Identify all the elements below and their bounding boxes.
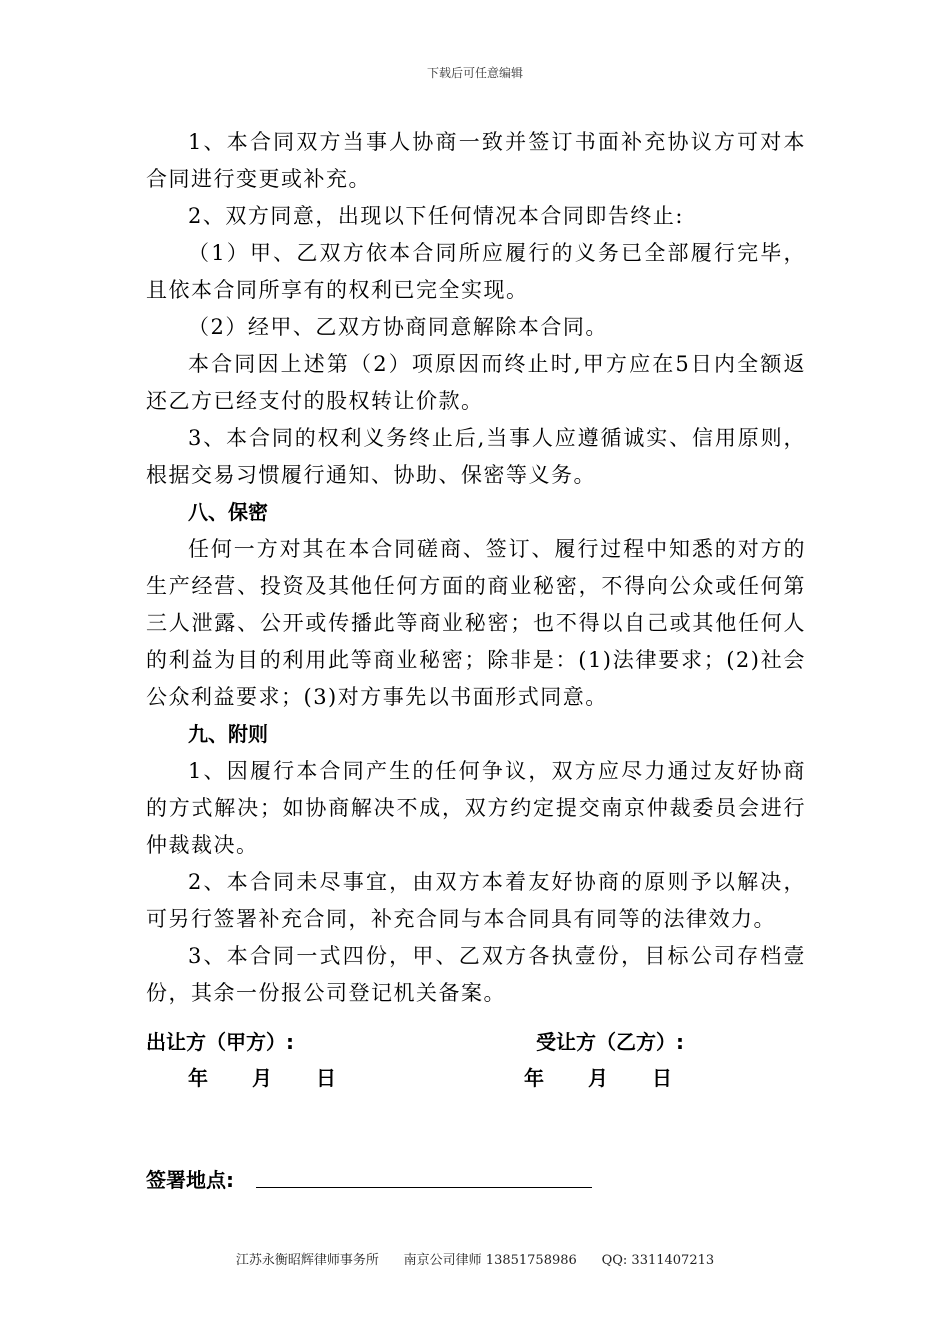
confidentiality-paragraph: 任何一方对其在本合同磋商、签订、履行过程中知悉的对方的生产经营、投资及其他任何方面的商业秘密，不得向公众或任何第三人泄露、公开或传播此等商业秘密；也不得以自己或其他任何人的利益为目的利用此等商业秘密；除非是：(1)法律要求；(2)社会公众利益要求；(3)对方事先以书面形式同意。 <box>146 537 806 709</box>
party-b-date <box>524 1062 672 1091</box>
page-footer <box>0 1249 950 1268</box>
footer-firm: 江苏永衡昭辉律师事务所 <box>235 1253 379 1268</box>
year-label: 年 <box>188 1066 208 1090</box>
party-a-date <box>188 1062 336 1091</box>
supplementary-paragraph: 2、本合同未尽事宜，由双方本着友好协商的原则予以解决，可另行签署补充合同，补充合同与本合同具有同等的法律效力。 <box>146 870 806 931</box>
clause-paragraph: 3、本合同的权利义务终止后,当事人应遵循诚实、信用原则，根据交易习惯履行通知、协助、保密等义务。 <box>146 426 806 487</box>
year-label: 年 <box>524 1066 544 1090</box>
signature-block <box>146 1026 806 1098</box>
day-label: 日 <box>316 1066 336 1090</box>
month-label: 月 <box>588 1066 608 1090</box>
page-header: 下载后可任意编辑 <box>426 66 523 80</box>
supplementary-paragraph: 3、本合同一式四份，甲、乙双方各执壹份，目标公司存档壹份，其余一份报公司登记机关备案。 <box>146 944 806 1005</box>
section-heading-confidentiality: 八、保密 <box>188 500 268 524</box>
signing-place-label: 签署地点: <box>146 1168 234 1192</box>
supplementary-paragraph: 1、因履行本合同产生的任何争议，双方应尽力通过友好协商的方式解决；如协商解决不成，双方约定提交南京仲裁委员会进行仲裁裁决。 <box>146 759 806 857</box>
party-b-label: 受让方（乙方）: <box>536 1030 684 1054</box>
clause-paragraph: （1）甲、乙双方依本合同所应履行的义务已全部履行完毕，且依本合同所享有的权利已完全实现。 <box>146 241 806 302</box>
section-heading-supplementary: 九、附则 <box>188 722 268 746</box>
footer-lawyer: 南京公司律师 13851758986 <box>403 1253 577 1268</box>
clause-paragraph: 2、双方同意，出现以下任何情况本合同即告终止: <box>188 204 684 228</box>
day-label: 日 <box>652 1066 672 1090</box>
month-label: 月 <box>252 1066 272 1090</box>
footer-qq: QQ: 3311407213 <box>601 1253 715 1268</box>
document-body <box>146 124 806 1012</box>
signing-place-blank-line[interactable] <box>256 1187 592 1188</box>
clause-paragraph: 1、本合同双方当事人协商一致并签订书面补充协议方可对本合同进行变更或补充。 <box>146 130 806 191</box>
party-a-label: 出让方（甲方）: <box>146 1030 294 1054</box>
clause-paragraph: （2）经甲、乙双方协商同意解除本合同。 <box>188 315 608 339</box>
clause-paragraph: 本合同因上述第（2）项原因而终止时,甲方应在5日内全额返还乙方已经支付的股权转让价款。 <box>146 352 806 413</box>
